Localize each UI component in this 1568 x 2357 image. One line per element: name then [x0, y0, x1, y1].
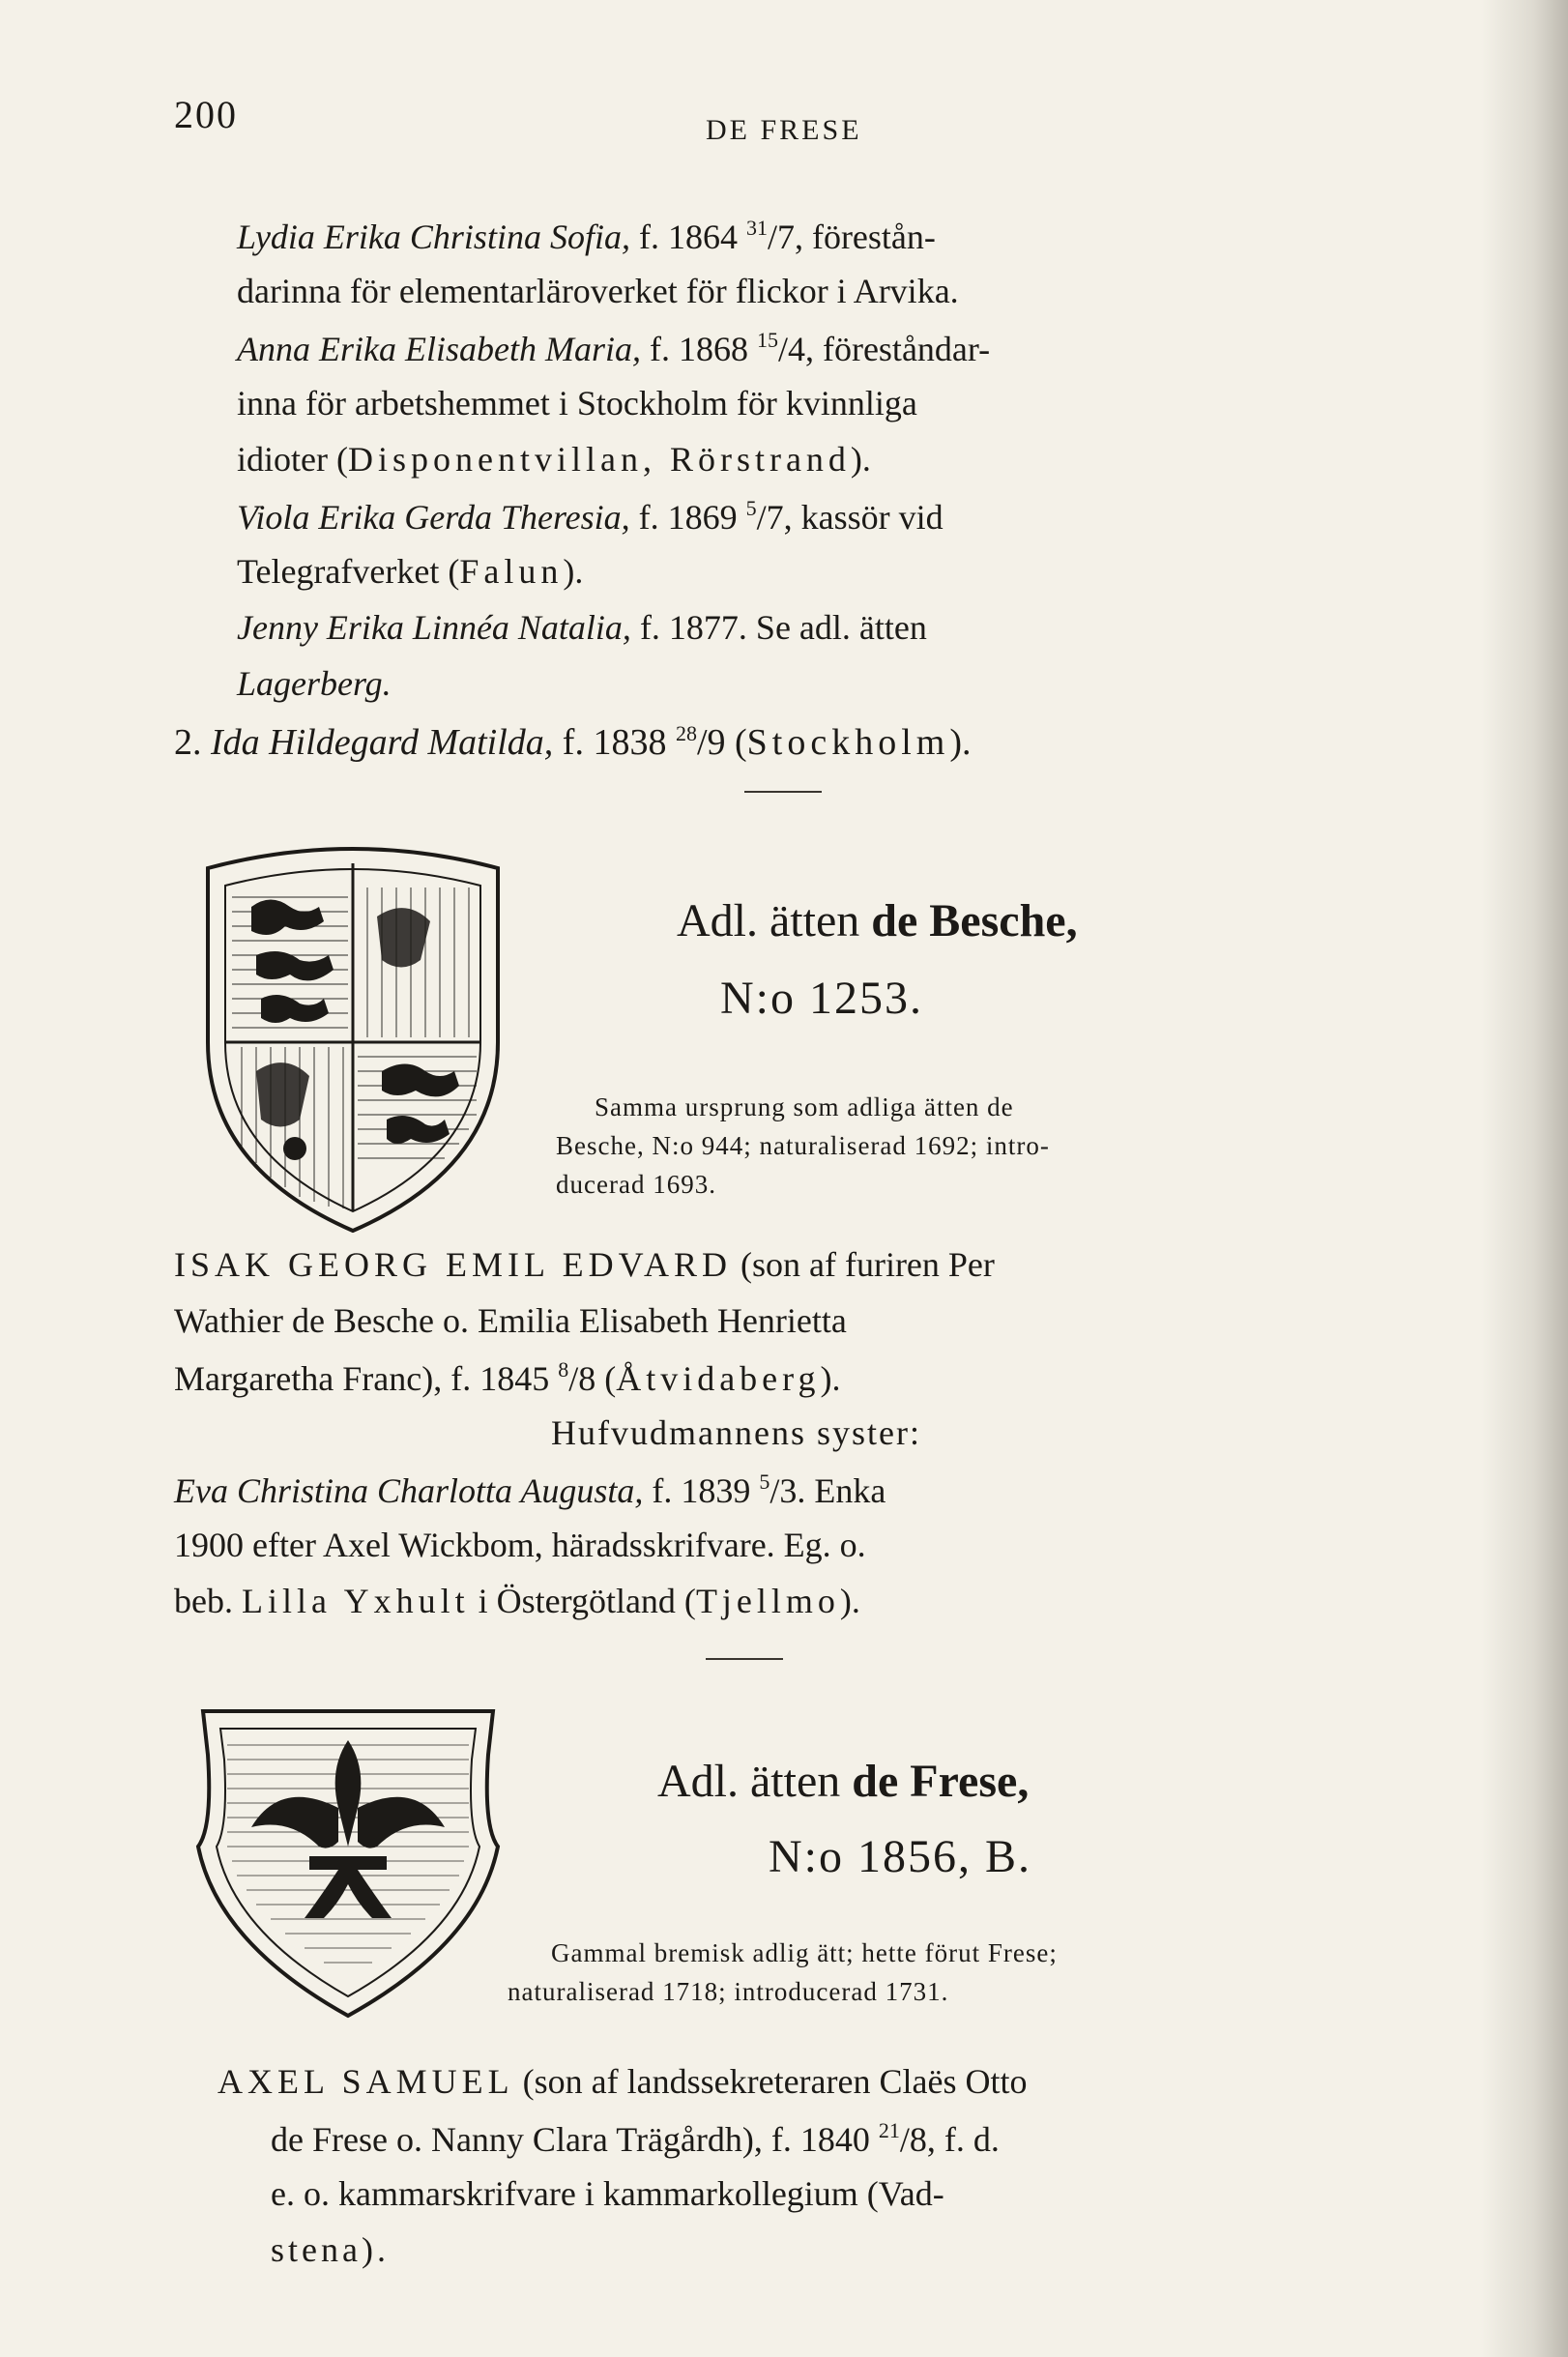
besche-para-6: 1900 efter Axel Wickbom, häradsskrifvare. Eg. o.	[174, 1526, 866, 1564]
frese-note-2: naturaliserad 1718; introducerad 1731.	[508, 1977, 949, 2006]
frese-para-2: de Frese o. Nanny Clara Trägårdh), f. 1840 $^{21}$/8, f. d.	[271, 2118, 1000, 2159]
besche-title: Adl. ätten de Besche,	[677, 895, 1078, 946]
besche-note-1: Samma ursprung som adliga ätten de	[595, 1092, 1014, 1121]
besche-para-4: Hufvudmannens syster:	[551, 1413, 921, 1452]
besche-para-7: beb. Lilla Yxhult i Östergötland (Tjellmo).	[174, 1582, 860, 1620]
entry-line-3: Anna Erika Elisabeth Maria, f. 1868 $^{15}$/4, föreståndar-	[237, 328, 991, 368]
frese-para-1: AXEL SAMUEL (son af landssekreteraren Claës Otto	[218, 2062, 1028, 2101]
divider	[744, 791, 822, 793]
besche-para-5: Eva Christina Charlotta Augusta, f. 1839 $^5$/3. Enka	[174, 1469, 886, 1510]
frese-crest	[193, 1702, 503, 2021]
entry-line-2: darinna för elementarläroverket för flickor i Arvika.	[237, 272, 959, 310]
entry-line-4: inna för arbetshemmet i Stockholm för kvinnliga	[237, 384, 917, 422]
entry-line-10: 2. Ida Hildegard Matilda, f. 1838 $^{28}$/9 (Stockholm).	[174, 721, 972, 763]
frese-para-4: stena).	[271, 2230, 390, 2269]
frese-title: Adl. ätten de Frese,	[657, 1756, 1030, 1807]
entry-line-5: idioter (Disponentvillan, Rörstrand).	[237, 440, 871, 479]
frese-number: N:o 1856, B.	[769, 1831, 1032, 1882]
besche-note-3: ducerad 1693.	[556, 1170, 716, 1199]
entry-line-1: Lydia Erika Christina Sofia, f. 1864 $^{31}$/7, förestån-	[237, 216, 936, 256]
besche-para-3: Margaretha Franc), f. 1845 $^8$/8 (Åtvidaberg).	[174, 1357, 841, 1398]
entry-line-7: Telegrafverket (Falun).	[237, 552, 584, 591]
entry-line-6: Viola Erika Gerda Theresia, f. 1869 $^5$/7, kassör vid	[237, 496, 944, 537]
running-head: DE FRESE	[706, 114, 862, 146]
besche-number: N:o 1253.	[720, 973, 923, 1024]
besche-para-2: Wathier de Besche o. Emilia Elisabeth Henrietta	[174, 1301, 847, 1340]
page-edge-shadow	[1481, 0, 1568, 2357]
besche-crest	[189, 839, 517, 1236]
frese-para-3: e. o. kammarskrifvare i kammarkollegium (Vad-	[271, 2174, 944, 2213]
besche-para-1: ISAK GEORG EMIL EDVARD (son af furiren Per	[174, 1245, 995, 1284]
frese-note-1: Gammal bremisk adlig ätt; hette förut Frese;	[551, 1938, 1058, 1967]
entry-line-8: Jenny Erika Linnéa Natalia, f. 1877. Se adl. ätten	[237, 608, 927, 647]
besche-note-2: Besche, N:o 944; naturaliserad 1692; intro-	[556, 1131, 1050, 1160]
entry-line-9: Lagerberg.	[237, 664, 392, 703]
page-number: 200	[174, 93, 238, 136]
divider	[706, 1658, 783, 1660]
